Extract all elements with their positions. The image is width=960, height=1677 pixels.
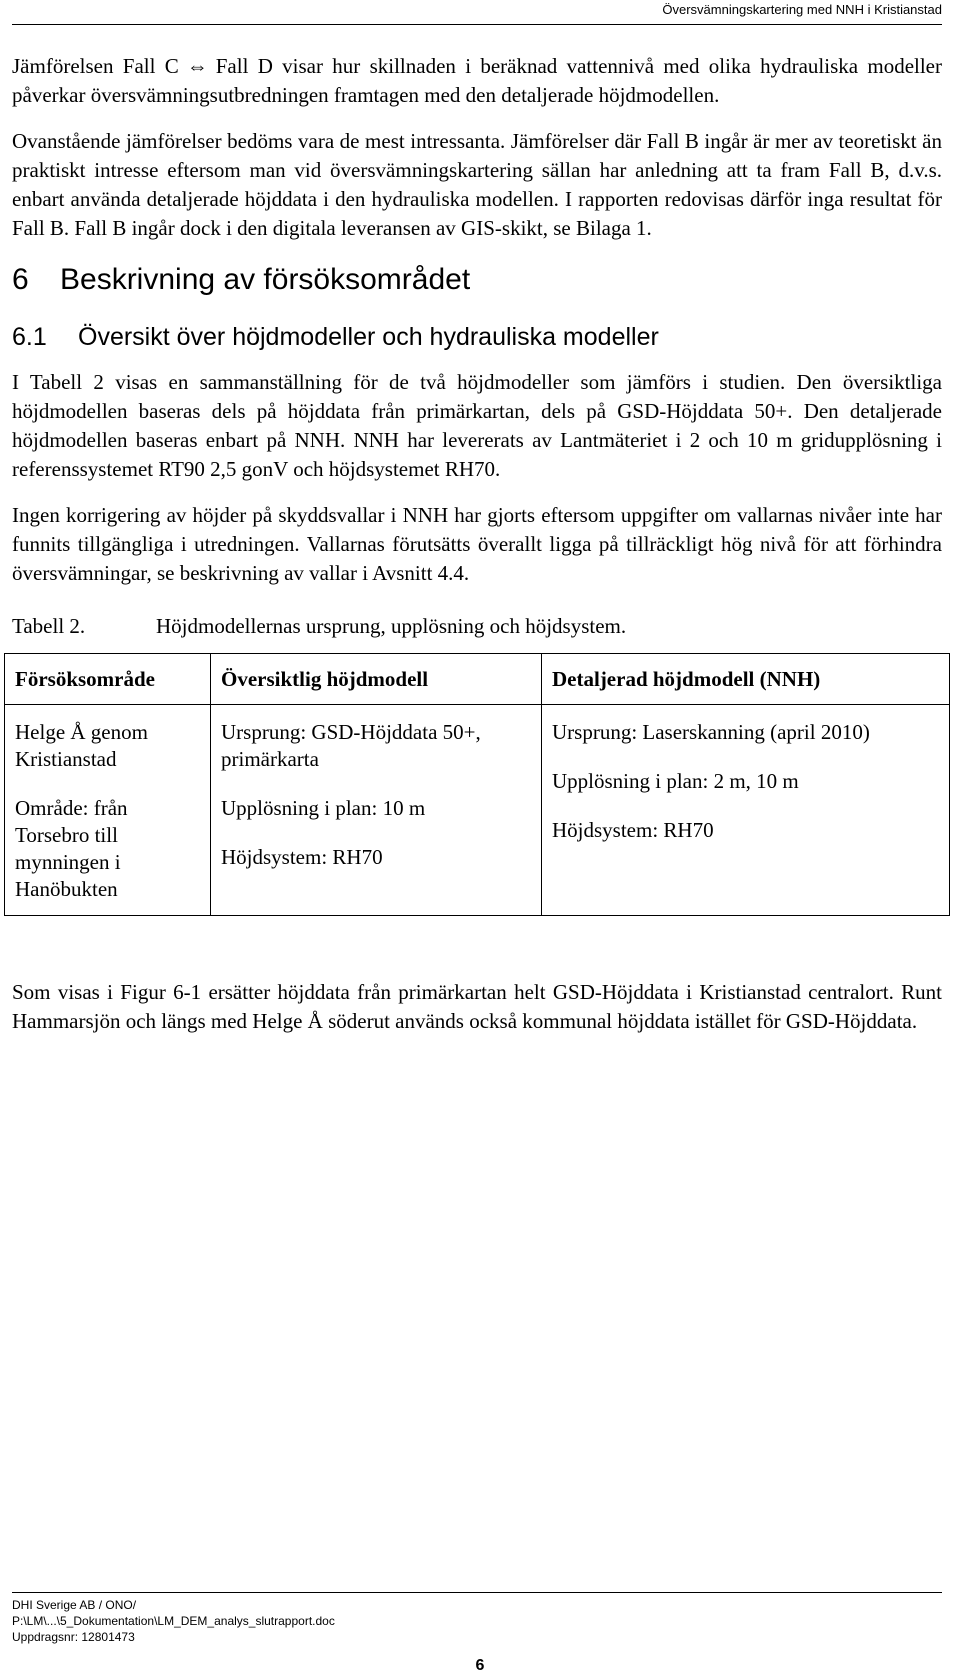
elevation-model-table <box>4 653 950 916</box>
footer-divider <box>12 1592 942 1593</box>
section-6-1-paragraph-2: Ingen korrigering av höjder på skyddsvallar i NNH har gjorts eftersom uppgifter om vallarnas nivåer inte har funnits tillgängliga i utredningen. Vallarnas förutsätts överallt ligga på tillräckligt hög nivå för att förhindra översvämningar, se beskrivning av vallar i Avsnitt 4.4. <box>12 503 942 585</box>
footer-assignment-number: Uppdragsnr: 12801473 <box>12 1630 135 1644</box>
double-arrow-icon: ⇔ <box>186 54 208 78</box>
table-caption-label: Tabell 2. <box>12 614 86 638</box>
section-6-1-number: 6.1 <box>12 323 47 351</box>
closing-paragraph: Som visas i Figur 6-1 ersätter höjddata från primärkartan helt GSD-Höjddata i Kristianstad centralort. Runt Hammarsjön och längs med Helge Å söderut används också kommunal höjddata istället för GSD-Höjddata. <box>12 980 942 1033</box>
footer-file-path: P:\LM\...\5_Dokumentation\LM_DEM_analys_slutrapport.doc <box>12 1614 335 1628</box>
running-header: Översvämningskartering med NNH i Kristianstad <box>662 2 942 17</box>
table-row <box>5 705 950 916</box>
table-header-cell: Detaljerad höjdmodell (NNH) <box>542 654 950 705</box>
cell-spacer <box>221 822 531 844</box>
detailed-origin: Ursprung: Laserskanning (april 2010) <box>552 720 870 744</box>
detailed-height-system: Höjdsystem: RH70 <box>552 818 714 842</box>
area-name: Helge Å genom Kristianstad <box>15 720 148 771</box>
area-extent: Område: från Torsebro till mynningen i Hanöbukten <box>15 796 128 901</box>
intro-text-b: Fall D visar hur skillnaden i beräknad vattennivå med olika hydrauliska modeller påverkar översvämningsutbredningen framtagen med den detaljerade höjdmodellen. <box>12 54 942 107</box>
page-body <box>12 52 942 1053</box>
section-6-heading <box>12 263 942 297</box>
overview-height-system: Höjdsystem: RH70 <box>221 845 383 869</box>
section-6-1-heading <box>12 323 942 352</box>
intro-paragraph-1 <box>12 52 942 110</box>
section-6-title: Beskrivning av försöksområdet <box>60 263 471 296</box>
cell-spacer <box>552 795 939 817</box>
header-divider <box>12 24 942 25</box>
overview-resolution: Upplösning i plan: 10 m <box>221 796 426 820</box>
section-6-1-paragraph-1: I Tabell 2 visas en sammanställning för de två höjdmodeller som jämförs i studien. Den översiktliga höjdmodellen baseras dels på höjddata från primärkartan, dels på GSD-Höjddata 50+. Den detaljerade höjdmodellen baseras enbart på NNH. NNH har levererats av Lantmäteriet i 2 och 10 m gridupplösning i referenssystemet RT90 2,5 gonV och höjdsystemet RH70. <box>12 370 942 481</box>
table-header-row <box>5 654 950 705</box>
footer-company: DHI Sverige AB / ONO/ <box>12 1598 137 1612</box>
page-footer <box>12 1592 942 1645</box>
table-caption-text: Höjdmodellernas ursprung, upplösning och höjdsystem. <box>156 614 627 638</box>
table-cell-area <box>5 705 211 916</box>
intro-paragraph-2: Ovanstående jämförelser bedöms vara de mest intressanta. Jämförelser där Fall B ingår är mer av teoretiskt än praktiskt intresse eftersom man vid översvämningskartering sällan har anledning att ta fram Fall B, d.v.s. enbart använda detaljerade höjddata i den hydrauliska modellen. I rapporten redovisas därför inga resultat för Fall B. Fall B ingår dock i den digitala leveransen av GIS-skikt, se Bilaga 1. <box>12 129 942 240</box>
cell-spacer <box>15 773 200 795</box>
detailed-resolution: Upplösning i plan: 2 m, 10 m <box>552 769 799 793</box>
section-6-1-title: Översikt över höjdmodeller och hydrauliska modeller <box>78 323 659 351</box>
table-cell-detailed-model <box>542 705 950 916</box>
cell-spacer <box>221 773 531 795</box>
cell-spacer <box>552 746 939 768</box>
table-cell-overview-model <box>211 705 542 916</box>
intro-text-a: Jämförelsen Fall C <box>12 54 179 78</box>
overview-origin: Ursprung: GSD-Höjddata 50+, primärkarta <box>221 720 481 771</box>
section-6-number: 6 <box>12 263 29 296</box>
table-header-cell: Översiktlig höjdmodell <box>211 654 542 705</box>
page-number: 6 <box>475 1657 485 1674</box>
table-caption <box>12 614 942 639</box>
table-header-cell: Försöksområde <box>5 654 211 705</box>
